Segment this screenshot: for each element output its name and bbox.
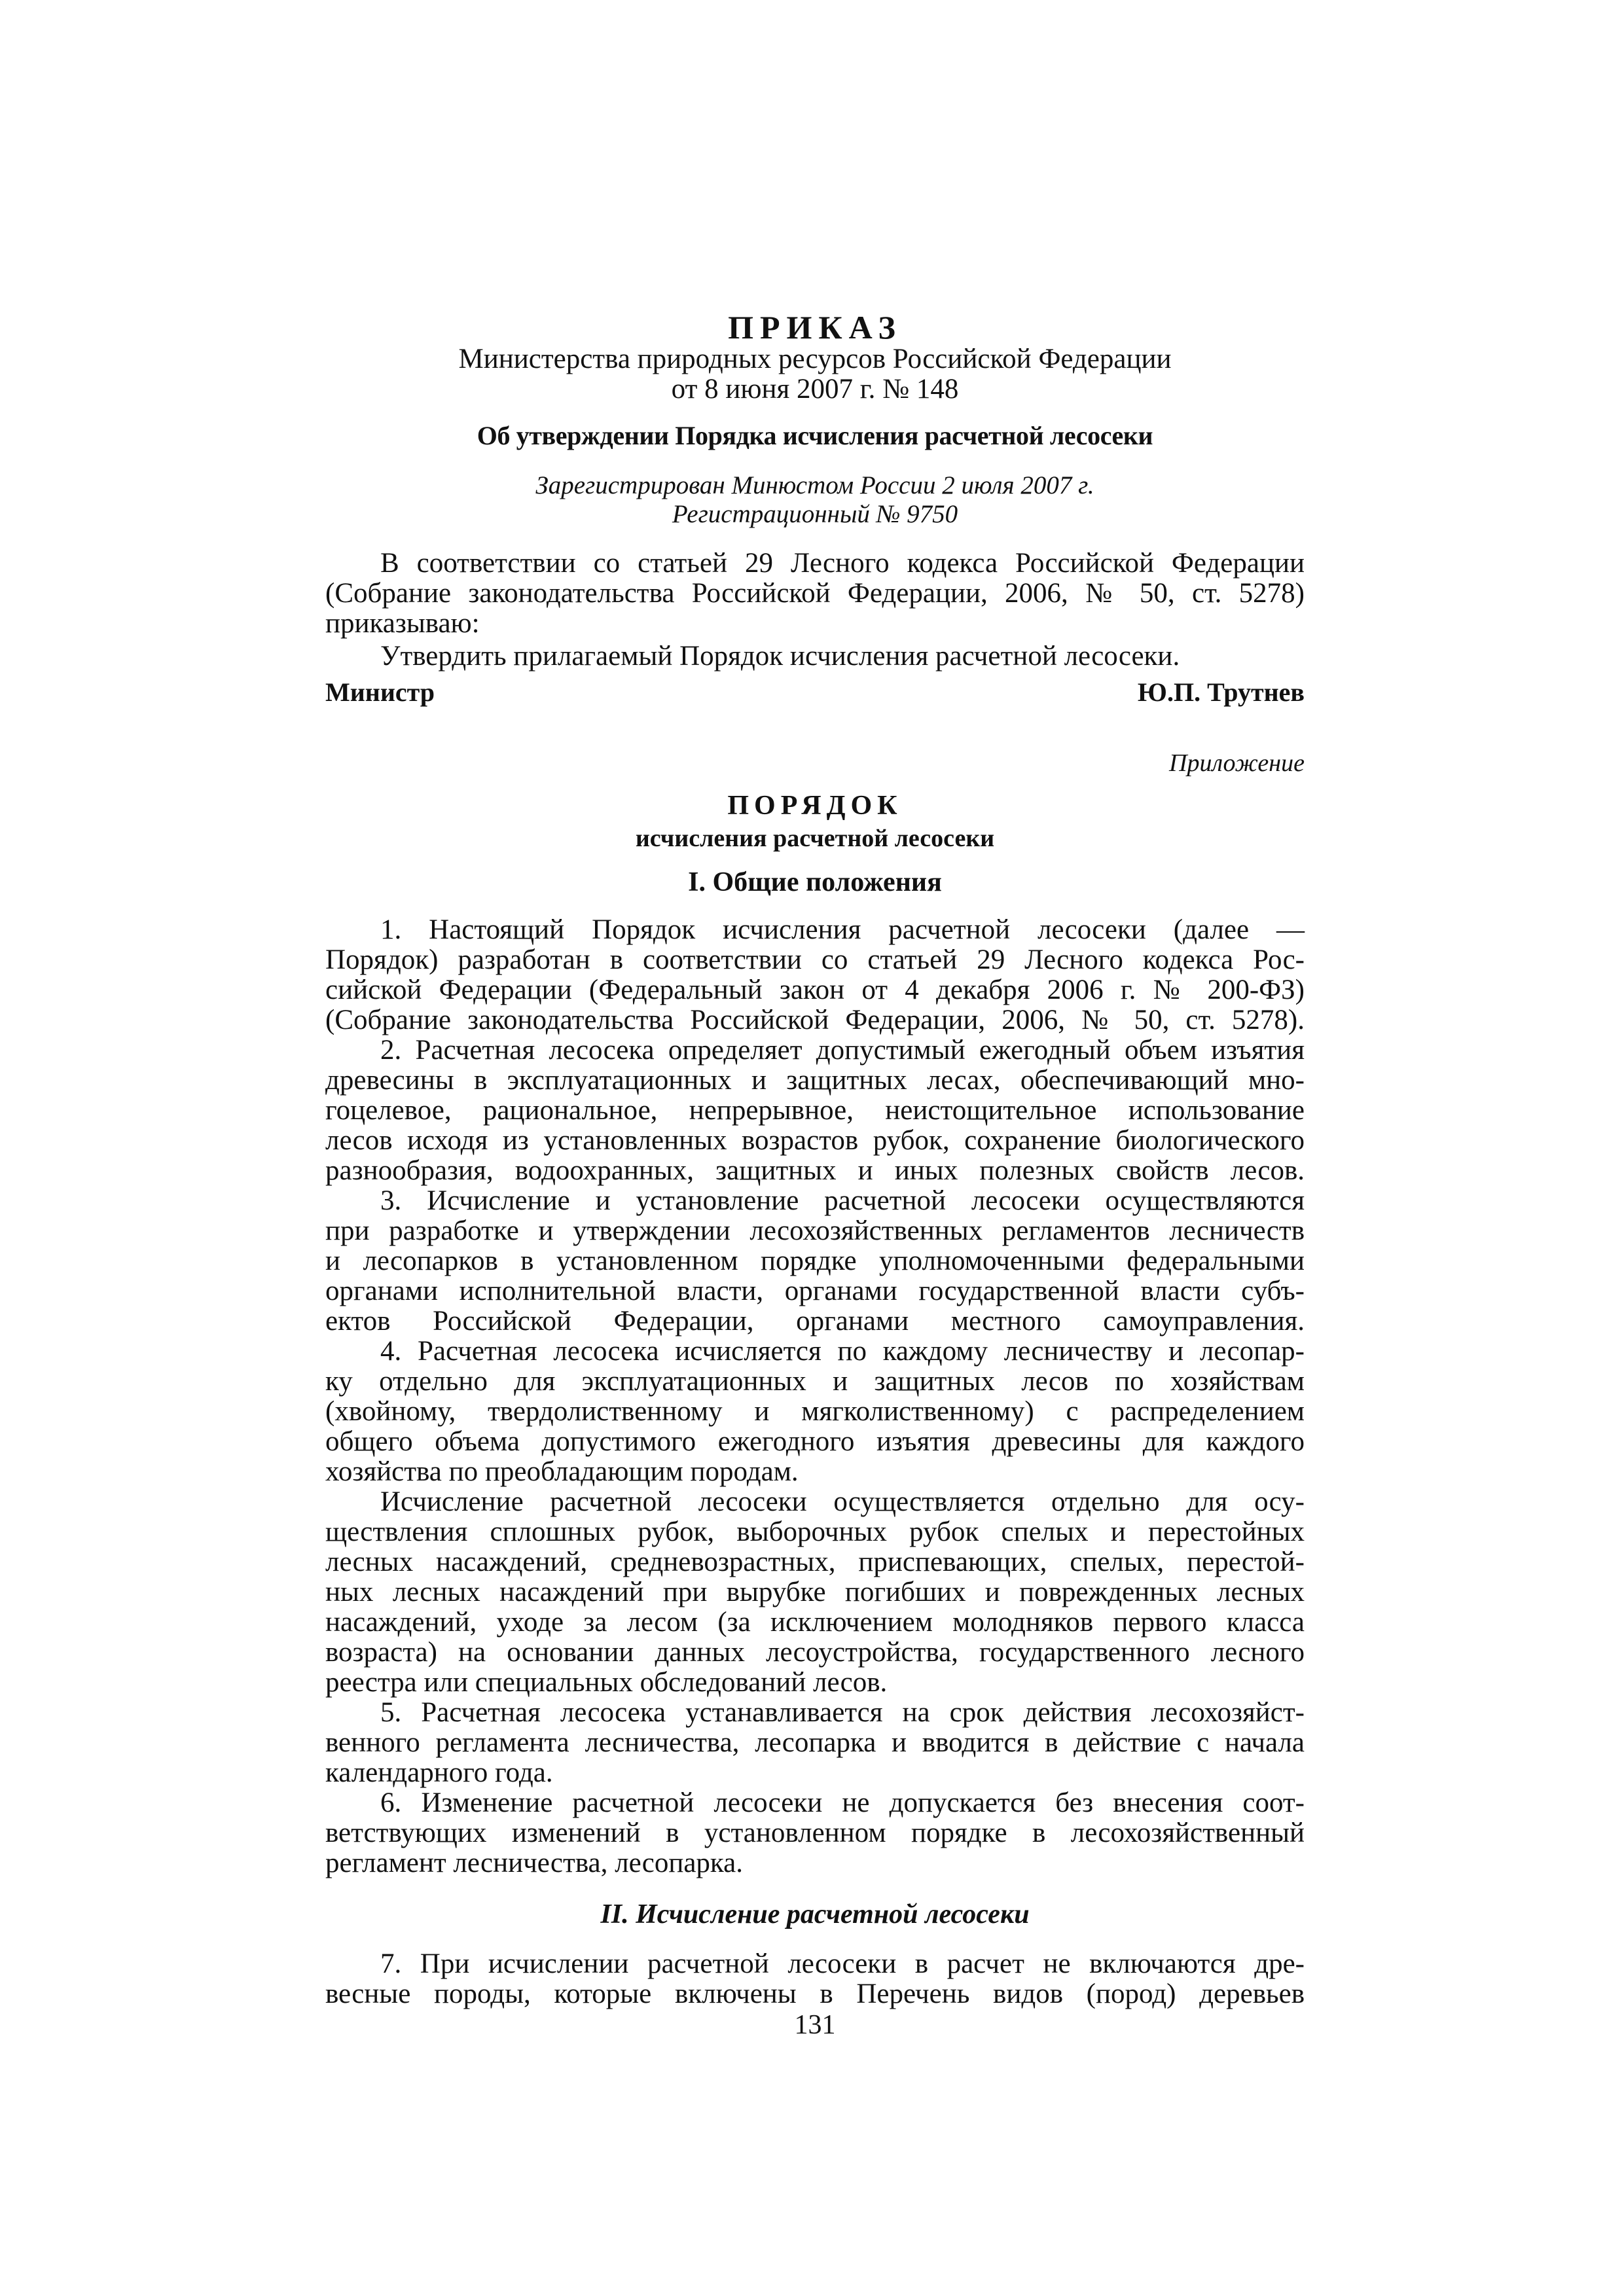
procedure-subtitle: исчисления расчетной лесосеки	[635, 825, 995, 852]
paragraph-line: ных лесных насаждений при вырубке погибших и поврежденных лесных	[325, 1577, 1305, 1607]
page-number: 131	[794, 2010, 836, 2040]
paragraph-line: 4. Расчетная лесосека исчисляется по каждому лесничеству и лесопар-	[380, 1336, 1305, 1367]
paragraph-line: весные породы, которые включены в Перечень видов (пород) деревьев	[325, 1979, 1305, 2009]
paragraph-line: древесины в эксплуатационных и защитных лесах, обеспечивающий мно-	[325, 1065, 1305, 1096]
paragraph-line: гоцелевое, рациональное, непрерывное, неистощительное использование	[325, 1095, 1305, 1126]
procedure-title: ПОРЯДОК	[727, 791, 903, 821]
paragraph-line: венного регламента лесничества, лесопарка и вводится в действие с начала	[325, 1727, 1305, 1758]
paragraph-line: ществления сплошных рубок, выборочных рубок спелых и перестойных	[325, 1516, 1305, 1547]
paragraph-4b	[325, 1487, 1305, 1698]
paragraph-line: Исчисление расчетной лесосеки осуществляется отдельно для осу-	[380, 1486, 1305, 1517]
preamble-line-3: приказываю:	[325, 608, 480, 639]
paragraph-6	[325, 1788, 1305, 1878]
section-1-title: I. Общие положения	[688, 867, 942, 897]
paragraph-7	[325, 1949, 1305, 2009]
paragraph-2	[325, 1035, 1305, 1186]
paragraph-line: общего объема допустимого ежегодного изъятия древесины для каждого	[325, 1426, 1305, 1457]
paragraph-1	[325, 915, 1305, 1035]
paragraph-4	[325, 1336, 1305, 1487]
decree-date-number: от 8 июня 2007 г. № 148	[671, 374, 959, 404]
paragraph-line: насаждений, уходе за лесом (за исключением молодняков первого класса	[325, 1607, 1305, 1638]
preamble-line-1: В соответствии со статьей 29 Лесного кодекса Российской Федерации	[380, 548, 1305, 579]
paragraph-line: сийской Федерации (Федеральный закон от 4 декабря 2006 г. № 200-ФЗ)	[325, 975, 1305, 1005]
paragraph-line: 2. Расчетная лесосека определяет допустимый ежегодный объем изъятия	[380, 1035, 1305, 1066]
paragraph-line: ветствующих изменений в установленном порядке в лесохозяйственный	[325, 1818, 1305, 1848]
paragraph-5	[325, 1698, 1305, 1788]
paragraph-line: при разработке и утверждении лесохозяйственных регламентов лесничеств	[325, 1215, 1305, 1246]
paragraph-line: ектов Российской Федерации, органами местного самоуправления.	[325, 1306, 1305, 1336]
paragraph-line: 3. Исчисление и установление расчетной лесосеки осуществляются	[380, 1185, 1305, 1216]
paragraph-line: 7. При исчислении расчетной лесосеки в расчет не включаются дре-	[380, 1948, 1305, 1979]
paragraph-line: и лесопарков в установленном порядке уполномоченными федеральными	[325, 1246, 1305, 1276]
paragraph-line: возраста) на основании данных лесоустройства, государственного лесного	[325, 1637, 1305, 1668]
paragraph-3	[325, 1186, 1305, 1336]
paragraph-line: (Собрание законодательства Российской Федерации, 2006, № 50, ст. 5278).	[325, 1005, 1305, 1035]
paragraph-line: разнообразия, водоохранных, защитных и иных полезных свойств лесов.	[325, 1155, 1305, 1186]
appendix-label: Приложение	[1169, 749, 1305, 777]
paragraph-line: календарного года.	[325, 1757, 553, 1788]
paragraph-line: ку отдельно для эксплуатационных и защитных лесов по хозяйствам	[325, 1366, 1305, 1397]
order-text: Утвердить прилагаемый Порядок исчисления расчетной лесосеки.	[380, 641, 1180, 672]
registration-line-1: Зарегистрирован Минюстом России 2 июля 2007 г.	[535, 471, 1094, 499]
paragraph-line: 1. Настоящий Порядок исчисления расчетной лесосеки (далее —	[380, 914, 1305, 945]
registration-line-2: Регистрационный № 9750	[672, 500, 958, 528]
signer-name: Ю.П. Трутнев	[1137, 677, 1305, 707]
paragraph-line: регламент лесничества, лесопарка.	[325, 1848, 744, 1878]
signature-row	[325, 677, 1305, 708]
paragraph-line: лесов исходя из установленных возрастов рубок, сохранение биологического	[325, 1125, 1305, 1156]
decree-issuer: Министерства природных ресурсов Российской Федерации	[458, 344, 1172, 374]
paragraph-line: 6. Изменение расчетной лесосеки не допускается без внесения соот-	[380, 1787, 1305, 1818]
paragraph-line: Порядок) разработан в соответствии со статьей 29 Лесного кодекса Рос-	[325, 944, 1305, 975]
paragraph-line: реестра или специальных обследований лесов.	[325, 1667, 888, 1698]
paragraph-line: лесных насаждений, средневозрастных, приспевающих, спелых, перестой-	[325, 1547, 1305, 1577]
section-2-title: II. Исчисление расчетной лесосеки	[600, 1899, 1030, 1929]
signer-title: Министр	[325, 677, 435, 707]
preamble-line-2: (Собрание законодательства Российской Федерации, 2006, № 50, ст. 5278)	[325, 578, 1305, 609]
paragraph-line: (хвойному, твердолиственному и мягколиственному) с распределением	[325, 1396, 1305, 1427]
decree-title: ПРИКАЗ	[728, 309, 902, 346]
paragraph-line: хозяйства по преобладающим породам.	[325, 1456, 799, 1487]
decree-heading: Об утверждении Порядка исчисления расчетной лесосеки	[477, 421, 1153, 450]
paragraph-line: 5. Расчетная лесосека устанавливается на срок действия лесохозяйст-	[380, 1697, 1305, 1728]
paragraph-line: органами исполнительной власти, органами государственной власти субъ-	[325, 1276, 1305, 1306]
